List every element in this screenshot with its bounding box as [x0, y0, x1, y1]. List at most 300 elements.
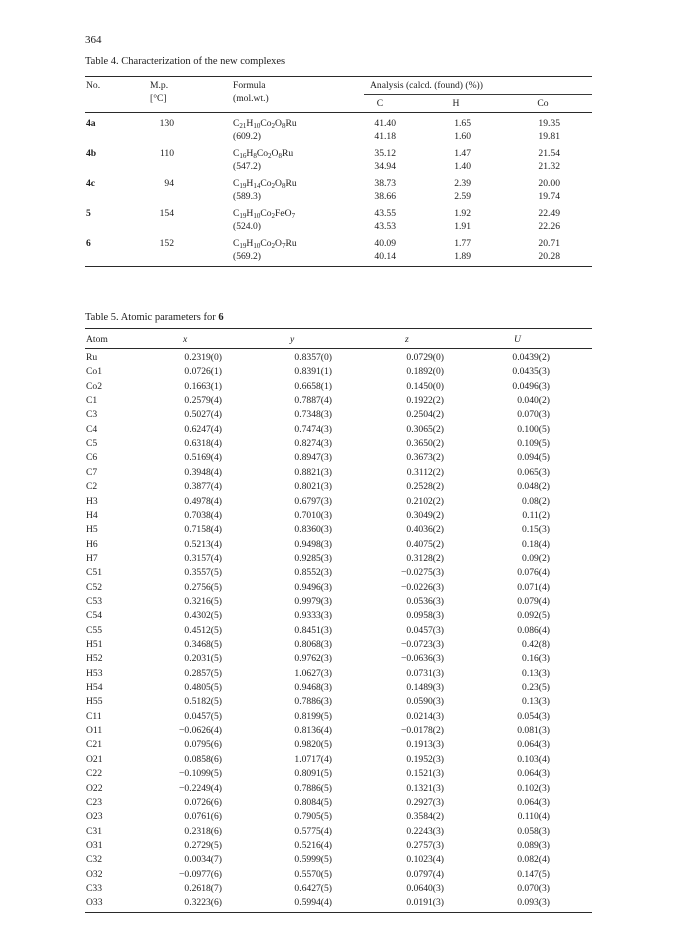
formula-subscript: 7 [281, 242, 286, 250]
formula-subscript: 8 [281, 182, 286, 190]
table5-row [0, 582, 680, 596]
formula-subscript: 14 [253, 182, 261, 190]
formula-subscript: 19 [239, 242, 247, 250]
calcd-c: 38.73 [374, 178, 396, 189]
z-coordinate: −0.0723(3) [401, 639, 444, 650]
y-coordinate: 0.8552(3) [294, 567, 332, 579]
table5-row [0, 811, 680, 825]
compound-number: 4b [86, 148, 97, 159]
z-coordinate: 0.0590(3) [406, 696, 444, 708]
atom-label: C4 [86, 423, 98, 435]
x-coordinate: 0.0034(7) [184, 854, 222, 866]
atom-label: C1 [86, 395, 98, 407]
u-value: 0.094(5) [517, 452, 550, 464]
found-c: 43.53 [374, 221, 396, 232]
z-coordinate: −0.0275(3) [401, 567, 444, 579]
atom-label: O32 [86, 868, 103, 880]
x-coordinate: 0.0761(6) [184, 811, 222, 823]
y-coordinate: 0.7887(4) [294, 395, 332, 407]
formula-element: Ru [285, 178, 297, 189]
table5-row [0, 424, 680, 438]
table5-row [0, 567, 680, 581]
u-value: 0.08(2) [522, 495, 550, 507]
table5-row [0, 783, 680, 797]
formula-element: H [246, 178, 254, 189]
y-coordinate: 0.8821(3) [294, 466, 332, 478]
z-coordinate: 0.1952(3) [406, 753, 444, 765]
y-coordinate: 0.8068(3) [294, 639, 332, 650]
y-coordinate: 0.5216(4) [294, 839, 332, 851]
table5-row [0, 625, 680, 639]
u-value: 0.076(4) [517, 567, 550, 579]
z-coordinate: 0.1913(3) [406, 739, 444, 751]
atom-label: C22 [86, 768, 102, 780]
atom-label: O21 [86, 753, 103, 765]
u-value: 0.110(4) [517, 811, 550, 823]
u-value: 0.0435(3) [512, 366, 550, 378]
atom-label: C32 [86, 854, 102, 866]
calcd-h: 1.77 [454, 238, 471, 249]
analysis-subrule [364, 94, 592, 95]
header-mp-unit: [°C] [150, 93, 167, 104]
formula-subscript: 8 [281, 122, 286, 130]
z-coordinate: −0.0636(3) [401, 653, 444, 665]
formula-subscript: 2 [271, 182, 276, 190]
atom-label: H6 [86, 538, 98, 550]
compound-number: 4c [86, 178, 96, 189]
z-coordinate: 0.4036(2) [406, 524, 444, 536]
y-coordinate: 0.8947(3) [294, 452, 332, 464]
formula-subscript: 2 [271, 212, 276, 220]
calcd-c: 35.12 [374, 148, 396, 159]
x-coordinate: 0.3468(5) [184, 639, 222, 650]
formula-subscript: 19 [239, 212, 247, 220]
table5-row [0, 524, 680, 538]
molecular-weight: (589.3) [233, 191, 261, 202]
header-no: No. [86, 80, 101, 91]
y-coordinate: 0.5999(5) [294, 854, 332, 866]
u-value: 0.079(4) [517, 595, 550, 607]
y-coordinate: 0.7905(5) [294, 811, 332, 823]
atom-label: Co2 [86, 380, 102, 392]
table5-row [0, 481, 680, 495]
y-coordinate: 0.6427(5) [294, 882, 332, 894]
table5-row [0, 696, 680, 710]
atom-label: H52 [86, 653, 103, 665]
u-value: 0.092(5) [517, 610, 550, 622]
table5-row [0, 768, 680, 782]
z-coordinate: −0.0226(3) [401, 581, 444, 593]
calcd-co: 20.00 [538, 178, 560, 189]
table5-top-rule [85, 328, 592, 329]
formula-element: C [233, 208, 240, 219]
z-coordinate: 0.2504(2) [406, 409, 444, 421]
atom-label: H54 [86, 682, 103, 694]
z-coordinate: 0.4075(2) [406, 538, 444, 550]
u-value: 0.16(3) [522, 653, 550, 665]
table5-row [0, 381, 680, 395]
table5-row [0, 869, 680, 883]
table5-caption-compound: 6 [218, 312, 224, 323]
x-coordinate: 0.5213(4) [184, 538, 222, 550]
table5-caption-text: Table 5. Atomic parameters for [85, 312, 219, 323]
found-c: 41.18 [374, 131, 396, 142]
x-coordinate: 0.7038(4) [184, 509, 222, 521]
table5-row [0, 897, 680, 911]
z-coordinate: 0.1521(3) [406, 768, 444, 780]
u-value: 0.147(5) [517, 868, 550, 880]
x-coordinate: 0.2319(0) [184, 352, 222, 363]
u-value: 0.064(3) [517, 739, 550, 751]
atom-label: O23 [86, 811, 103, 823]
table4-header-rule [85, 112, 592, 113]
z-coordinate: 0.3065(2) [406, 423, 444, 435]
header-formula: Formula [233, 80, 266, 91]
x-coordinate: 0.2756(5) [184, 581, 222, 593]
atom-label: C54 [86, 610, 102, 622]
table5-row [0, 539, 680, 553]
z-coordinate: 0.0214(3) [406, 710, 444, 722]
y-coordinate: 0.8391(1) [294, 366, 332, 378]
x-coordinate: −0.0626(4) [179, 725, 222, 737]
atom-label: C3 [86, 409, 98, 421]
u-value: 0.048(2) [517, 481, 550, 493]
table5-row [0, 854, 680, 868]
u-value: 0.054(3) [517, 710, 550, 722]
y-coordinate: 0.7010(3) [294, 509, 332, 521]
atom-label: H4 [86, 509, 98, 521]
table5-row [0, 352, 680, 366]
formula-element: Ru [285, 238, 297, 249]
table5-row [0, 596, 680, 610]
z-coordinate: 0.1321(3) [406, 782, 444, 794]
y-coordinate: 0.8360(3) [294, 524, 332, 536]
found-co: 19.81 [538, 131, 560, 142]
z-coordinate: 0.3673(2) [406, 452, 444, 464]
formula [233, 238, 297, 249]
header-u: U [514, 334, 521, 345]
atom-label: O22 [86, 782, 103, 794]
x-coordinate: 0.2579(4) [184, 395, 222, 407]
calcd-co: 21.54 [538, 148, 560, 159]
x-coordinate: 0.3216(5) [184, 595, 222, 607]
y-coordinate: 0.8136(4) [294, 725, 332, 737]
formula-subscript: 10 [253, 242, 261, 250]
atom-label: H7 [86, 552, 98, 564]
formula [233, 118, 297, 129]
formula-subscript: 16 [239, 152, 247, 160]
x-coordinate: 0.5027(4) [184, 409, 222, 421]
z-coordinate: 0.2927(3) [406, 796, 444, 808]
y-coordinate: 0.7348(3) [294, 409, 332, 421]
calcd-h: 1.65 [454, 118, 471, 129]
header-y: y [290, 334, 295, 345]
atom-label: H53 [86, 667, 103, 679]
formula-element: H [246, 118, 254, 129]
x-coordinate: 0.1663(1) [184, 380, 222, 392]
atom-label: C11 [86, 710, 102, 722]
z-coordinate: −0.0178(2) [401, 725, 444, 737]
atom-label: O31 [86, 839, 103, 851]
y-coordinate: 0.6797(3) [294, 495, 332, 507]
u-value: 0.102(3) [517, 782, 550, 794]
y-coordinate: 1.0717(4) [294, 753, 332, 765]
y-coordinate: 0.8084(5) [294, 796, 332, 808]
melting-point: 154 [159, 208, 174, 219]
melting-point: 152 [159, 238, 174, 249]
u-value: 0.18(4) [522, 538, 550, 550]
formula-subscript: 2 [268, 152, 272, 160]
formula-element: C [233, 118, 240, 129]
formula-subscript: 2 [271, 122, 276, 130]
table5-row [0, 409, 680, 423]
y-coordinate: 0.8021(3) [294, 481, 332, 493]
table5-row [0, 496, 680, 510]
formula-element: H [246, 148, 254, 159]
x-coordinate: 0.6318(4) [184, 438, 222, 450]
y-coordinate: 0.5570(5) [294, 868, 332, 880]
header-z: z [405, 334, 409, 345]
found-h: 1.60 [454, 131, 471, 142]
x-coordinate: 0.3223(6) [184, 897, 222, 909]
atom-label: H3 [86, 495, 98, 507]
table5-row [0, 840, 680, 854]
x-coordinate: 0.6247(4) [184, 423, 222, 435]
formula [233, 178, 297, 189]
atom-label: H51 [86, 639, 103, 650]
formula [233, 208, 295, 219]
found-c: 34.94 [374, 161, 396, 172]
y-coordinate: 0.7886(3) [294, 696, 332, 708]
u-value: 0.081(3) [517, 725, 550, 737]
atom-label: Co1 [86, 366, 102, 378]
y-coordinate: 0.9820(5) [294, 739, 332, 751]
calcd-h: 2.39 [454, 178, 471, 189]
atom-label: C5 [86, 438, 98, 450]
u-value: 0.11(2) [522, 509, 550, 521]
compound-number: 5 [86, 208, 91, 219]
z-coordinate: 0.0640(3) [406, 882, 444, 894]
y-coordinate: 0.9333(3) [294, 610, 332, 622]
formula-element: Co [260, 208, 272, 219]
atom-label: C52 [86, 581, 102, 593]
found-h: 1.40 [454, 161, 471, 172]
found-co: 22.26 [538, 221, 560, 232]
y-coordinate: 0.7886(5) [294, 782, 332, 794]
header-molwt: (mol.wt.) [233, 93, 269, 104]
x-coordinate: 0.4512(5) [184, 624, 222, 636]
formula-element: Ru [285, 118, 297, 129]
u-value: 0.064(3) [517, 796, 550, 808]
formula-element: C [233, 178, 240, 189]
u-value: 0.089(3) [517, 839, 550, 851]
formula-element: H [246, 208, 254, 219]
header-co: Co [537, 98, 549, 109]
table5-caption [85, 312, 224, 323]
x-coordinate: 0.5169(4) [184, 452, 222, 464]
atom-label: C55 [86, 624, 102, 636]
table5-row [0, 883, 680, 897]
table5-row [0, 826, 680, 840]
found-h: 1.89 [454, 251, 471, 262]
calcd-co: 19.35 [538, 118, 560, 129]
u-value: 0.0439(2) [512, 352, 550, 363]
melting-point: 94 [164, 178, 174, 189]
u-value: 0.093(3) [517, 897, 550, 909]
found-co: 19.74 [538, 191, 560, 202]
z-coordinate: 0.3584(2) [406, 811, 444, 823]
z-coordinate: 0.2102(2) [406, 495, 444, 507]
header-analysis: Analysis (calcd. (found) (%)) [370, 80, 483, 91]
table5-row [0, 610, 680, 624]
x-coordinate: −0.1099(5) [179, 768, 222, 780]
table5-row [0, 553, 680, 567]
z-coordinate: 0.2757(3) [406, 839, 444, 851]
x-coordinate: 0.7158(4) [184, 524, 222, 536]
formula-element: C [233, 238, 240, 249]
x-coordinate: 0.3157(4) [184, 552, 222, 564]
z-coordinate: 0.0797(4) [406, 868, 444, 880]
formula-element: Co [256, 148, 269, 159]
table4-caption: Table 4. Characterization of the new complexes [85, 56, 286, 67]
atom-label: O33 [86, 897, 103, 909]
z-coordinate: 0.3650(2) [406, 438, 444, 450]
table5-row [0, 438, 680, 452]
x-coordinate: 0.2031(5) [184, 653, 222, 665]
z-coordinate: 0.1023(4) [406, 854, 444, 866]
y-coordinate: 0.8274(3) [294, 438, 332, 450]
x-coordinate: 0.0726(6) [184, 796, 222, 808]
molecular-weight: (609.2) [233, 131, 261, 142]
z-coordinate: 0.0731(3) [406, 667, 444, 679]
formula-subscript: 8 [253, 152, 257, 160]
compound-number: 4a [86, 118, 96, 129]
atom-label: C33 [86, 882, 102, 894]
formula-subscript: 7 [291, 212, 296, 220]
z-coordinate: 0.1922(2) [406, 395, 444, 407]
u-value: 0.103(4) [517, 753, 550, 765]
table5-row [0, 711, 680, 725]
y-coordinate: 0.9762(3) [294, 653, 332, 665]
x-coordinate: 0.0795(6) [184, 739, 222, 751]
table5-row [0, 797, 680, 811]
z-coordinate: 0.2528(2) [406, 481, 444, 493]
calcd-c: 43.55 [374, 208, 396, 219]
formula-subscript: 10 [253, 212, 261, 220]
z-coordinate: 0.0536(3) [406, 595, 444, 607]
y-coordinate: 0.9468(3) [294, 682, 332, 694]
x-coordinate: 0.4978(4) [184, 495, 222, 507]
table5-row [0, 366, 680, 380]
y-coordinate: 0.5994(4) [294, 897, 332, 909]
z-coordinate: 0.3112(2) [406, 466, 444, 478]
table5-row [0, 739, 680, 753]
atom-label: C6 [86, 452, 98, 464]
table4-top-rule [85, 76, 592, 77]
u-value: 0.13(3) [522, 667, 550, 679]
table5-row [0, 452, 680, 466]
u-value: 0.23(5) [522, 682, 550, 694]
formula-element: O [275, 178, 282, 189]
header-c: C [376, 98, 384, 109]
u-value: 0.100(5) [517, 423, 550, 435]
y-coordinate: 0.9979(3) [294, 595, 332, 607]
x-coordinate: 0.0726(1) [184, 366, 222, 378]
x-coordinate: 0.5182(5) [184, 696, 222, 708]
table5-row [0, 653, 680, 667]
z-coordinate: 0.1892(0) [406, 366, 444, 378]
header-x: x [183, 334, 188, 345]
calcd-co: 20.71 [538, 238, 560, 249]
molecular-weight: (547.2) [233, 161, 261, 172]
y-coordinate: 0.7474(3) [294, 423, 332, 435]
formula-element: Ru [281, 148, 294, 159]
atom-label: C53 [86, 595, 102, 607]
found-h: 2.59 [454, 191, 471, 202]
y-coordinate: 0.8091(5) [294, 768, 332, 780]
u-value: 0.15(3) [522, 524, 550, 536]
table4-bottom-rule [85, 266, 592, 267]
u-value: 0.109(5) [517, 438, 550, 450]
atom-label: O11 [86, 725, 103, 737]
z-coordinate: 0.3128(2) [406, 552, 444, 564]
table5-row [0, 682, 680, 696]
formula-element: O [275, 118, 282, 129]
found-h: 1.91 [454, 221, 471, 232]
melting-point: 110 [159, 148, 174, 159]
formula-element: O [271, 148, 279, 159]
y-coordinate: 0.8199(5) [294, 710, 332, 722]
formula-subscript: 19 [239, 182, 247, 190]
table5-header-rule [85, 348, 592, 349]
y-coordinate: 0.5775(4) [294, 825, 332, 837]
table5-row [0, 725, 680, 739]
x-coordinate: 0.2857(5) [184, 667, 222, 679]
x-coordinate: 0.3557(5) [184, 567, 222, 579]
found-c: 38.66 [374, 191, 396, 202]
u-value: 0.058(3) [517, 825, 550, 837]
x-coordinate: 0.0858(6) [184, 753, 222, 765]
z-coordinate: 0.0958(3) [406, 610, 444, 622]
u-value: 0.13(3) [522, 696, 550, 708]
atom-label: Ru [86, 352, 98, 363]
melting-point: 130 [159, 118, 174, 129]
x-coordinate: 0.4805(5) [184, 682, 222, 694]
u-value: 0.0496(3) [512, 380, 550, 392]
x-coordinate: −0.2249(4) [179, 782, 222, 794]
atom-label: C31 [86, 825, 102, 837]
z-coordinate: 0.0729(0) [406, 352, 444, 363]
formula-element: C [233, 148, 240, 159]
calcd-c: 40.09 [374, 238, 396, 249]
x-coordinate: −0.0977(6) [179, 868, 222, 880]
u-value: 0.064(3) [517, 768, 550, 780]
y-coordinate: 0.8451(3) [294, 624, 332, 636]
calcd-h: 1.92 [454, 208, 471, 219]
table5-row [0, 510, 680, 524]
formula-element: O [275, 238, 282, 249]
z-coordinate: 0.3049(2) [406, 509, 444, 521]
found-c: 40.14 [374, 251, 396, 262]
atom-label: H55 [86, 696, 103, 708]
calcd-c: 41.40 [374, 118, 396, 129]
formula-element: FeO [275, 208, 292, 219]
table5-row [0, 639, 680, 653]
page-number: 364 [85, 34, 102, 46]
u-value: 0.09(2) [522, 552, 550, 564]
found-co: 20.28 [538, 251, 560, 262]
x-coordinate: 0.2318(6) [184, 825, 222, 837]
